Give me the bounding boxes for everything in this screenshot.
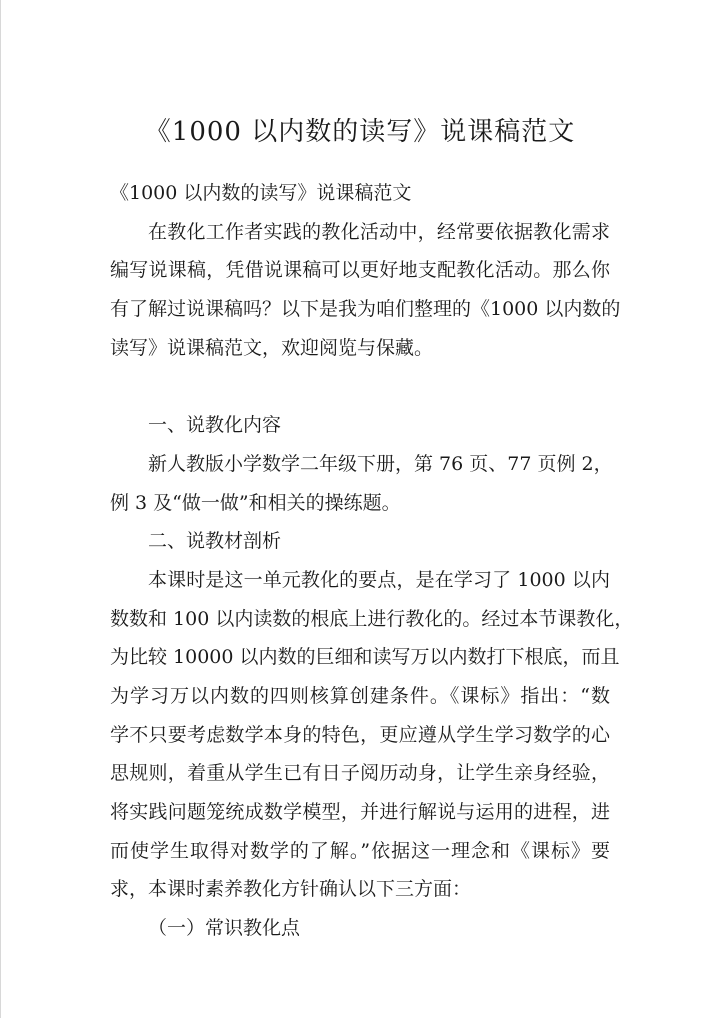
section2-line: 学不只要考虑数学本身的特色，更应遵从学生学习数学的心 — [110, 723, 610, 746]
section2-line: 而使学生取得对数学的了解。”依据这一理念和《课标》要 — [110, 839, 610, 862]
page-edge-divider — [0, 0, 1, 1018]
intro-line: 有了解过说课稿吗？以下是我为咱们整理的《1000 以内数的 — [110, 298, 621, 321]
section1-heading: 一、说教化内容 — [148, 414, 282, 437]
section2-line: 数数和 100 以内读数的根底上进行教化的。经过本节课教化， — [110, 607, 634, 630]
section1-line: 例 3 及“做一做”和相关的操练题。 — [110, 491, 401, 514]
intro-line: 编写说课稿，凭借说课稿可以更好地支配教化活动。那么你 — [110, 259, 610, 282]
section2-heading: 二、说教材剖析 — [148, 530, 282, 553]
section1-paragraph — [110, 445, 613, 522]
intro-line: 在教化工作者实践的教化活动中，经常要依据教化需求 — [148, 220, 610, 243]
section2-subheading: （一）常识教化点 — [148, 917, 301, 940]
document-subtitle: 《1000 以内数的读写》说课稿范文 — [110, 182, 412, 204]
document-title: 《1000 以内数的读写》说课稿范文 — [144, 117, 576, 147]
section2-line: 求，本课时素养教化方针确认以下三方面： — [110, 878, 472, 901]
section2-paragraph — [110, 561, 634, 909]
intro-line: 读写》说课稿范文，欢迎阅览与保藏。 — [110, 336, 434, 359]
section2-line: 将实践问题笼统成数学模型，并进行解说与运用的进程，进 — [110, 801, 610, 823]
section2-line: 思规则，着重从学生已有日子阅历动身，让学生亲身经验， — [110, 762, 610, 785]
paragraph-gap — [110, 367, 610, 406]
intro-paragraph — [110, 213, 621, 368]
document-body — [110, 174, 634, 948]
section2-line: 本课时是这一单元教化的要点，是在学习了 1000 以内 — [148, 568, 610, 591]
section1-line: 新人教版小学数学二年级下册，第 76 页、77 页例 2， — [148, 452, 613, 475]
section2-line: 为学习万以内数的四则核算创建条件。《课标》指出：“数 — [110, 684, 610, 707]
section2-line: 为比较 10000 以内数的巨细和读写万以内数打下根底，而且 — [110, 646, 620, 669]
